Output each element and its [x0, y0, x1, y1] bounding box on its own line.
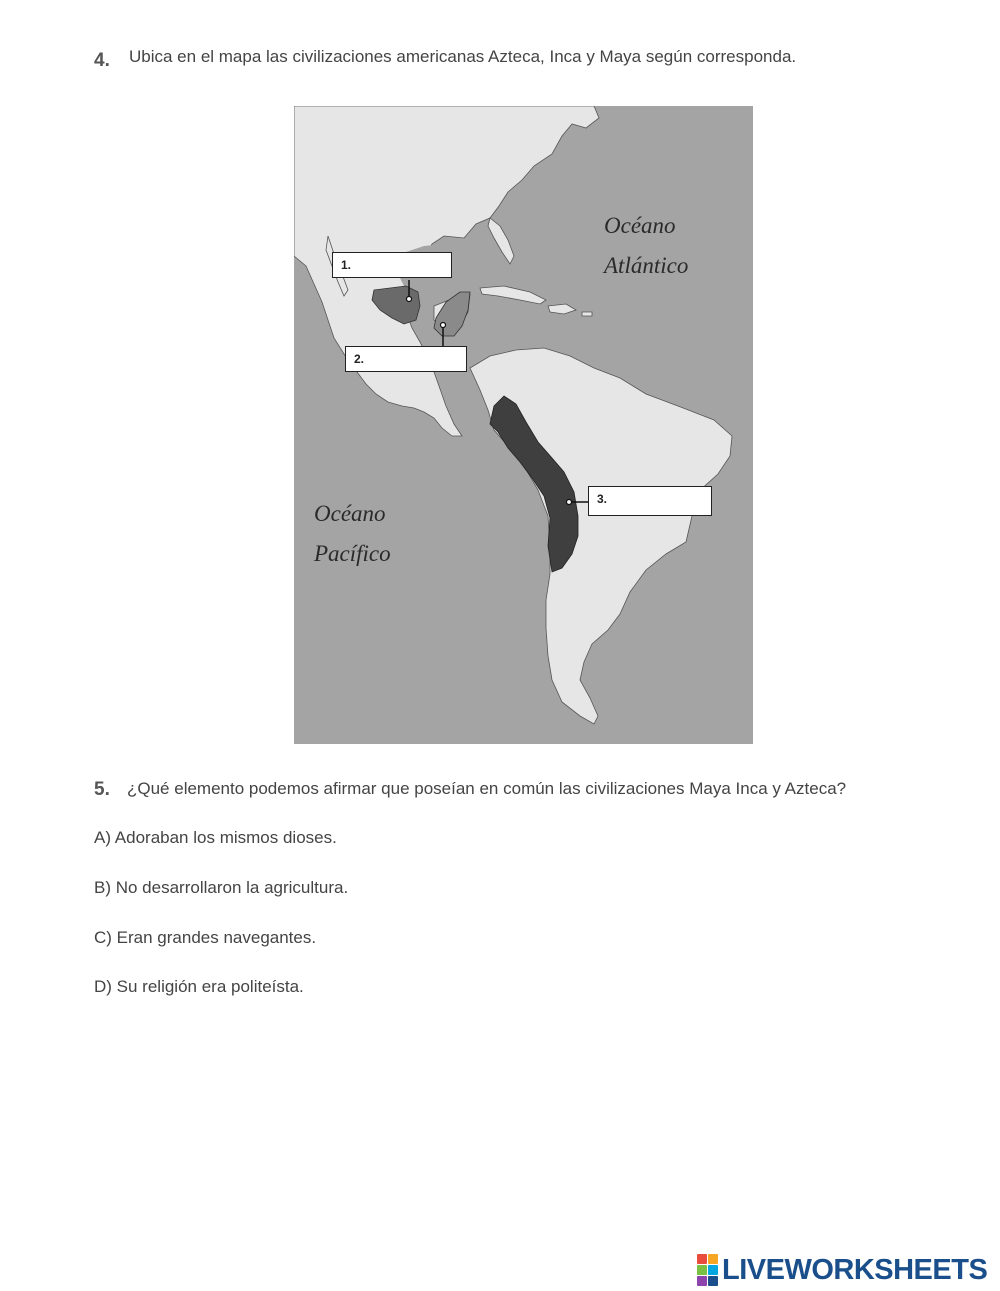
cuba-island [480, 286, 546, 304]
option-a[interactable]: A) Adoraban los mismos dioses. [94, 828, 337, 847]
atlantic-label-line-2: Atlántico [604, 253, 689, 278]
option-c[interactable]: C) Eran grandes navegantes. [94, 928, 317, 947]
question-4-number: 4. [94, 50, 110, 71]
option-b[interactable]: B) No desarrollaron la agricultura. [94, 878, 349, 897]
answer-box-3[interactable]: 3. [588, 486, 712, 516]
atlantic-label-line-1: Océano [604, 213, 676, 238]
question-5-text: ¿Qué elemento podemos afirmar que poseían en común las civilizaciones Maya Inca y Azteca? [127, 779, 847, 798]
question-4-text: Ubica en el mapa las civilizaciones americanas Azteca, Inca y Maya según corresponda. [129, 47, 797, 66]
liveworksheets-logo-text: LIVEWORKSHEETS [722, 1253, 988, 1286]
option-d[interactable]: D) Su religión era politeísta. [94, 977, 304, 996]
liveworksheets-logo [697, 1255, 987, 1285]
question-5-number: 5. [94, 779, 110, 800]
pacific-label-line-1: Océano [314, 501, 386, 526]
answer-box-1[interactable]: 1. [332, 252, 452, 278]
map-drawing [294, 106, 753, 744]
hispaniola-island [548, 304, 576, 314]
pacific-label-line-2: Pacífico [314, 541, 391, 566]
leader-dot-3 [567, 500, 572, 505]
leader-dot-1 [407, 297, 412, 302]
answer-box-2[interactable]: 2. [345, 346, 467, 372]
leader-dot-2 [441, 323, 446, 328]
americas-map [294, 106, 753, 744]
liveworksheets-logo-icon [697, 1254, 718, 1286]
puerto-rico-island [582, 312, 592, 316]
maya-region [434, 292, 470, 336]
pacific-ocean-label [314, 494, 391, 574]
atlantic-ocean-label [604, 206, 688, 286]
